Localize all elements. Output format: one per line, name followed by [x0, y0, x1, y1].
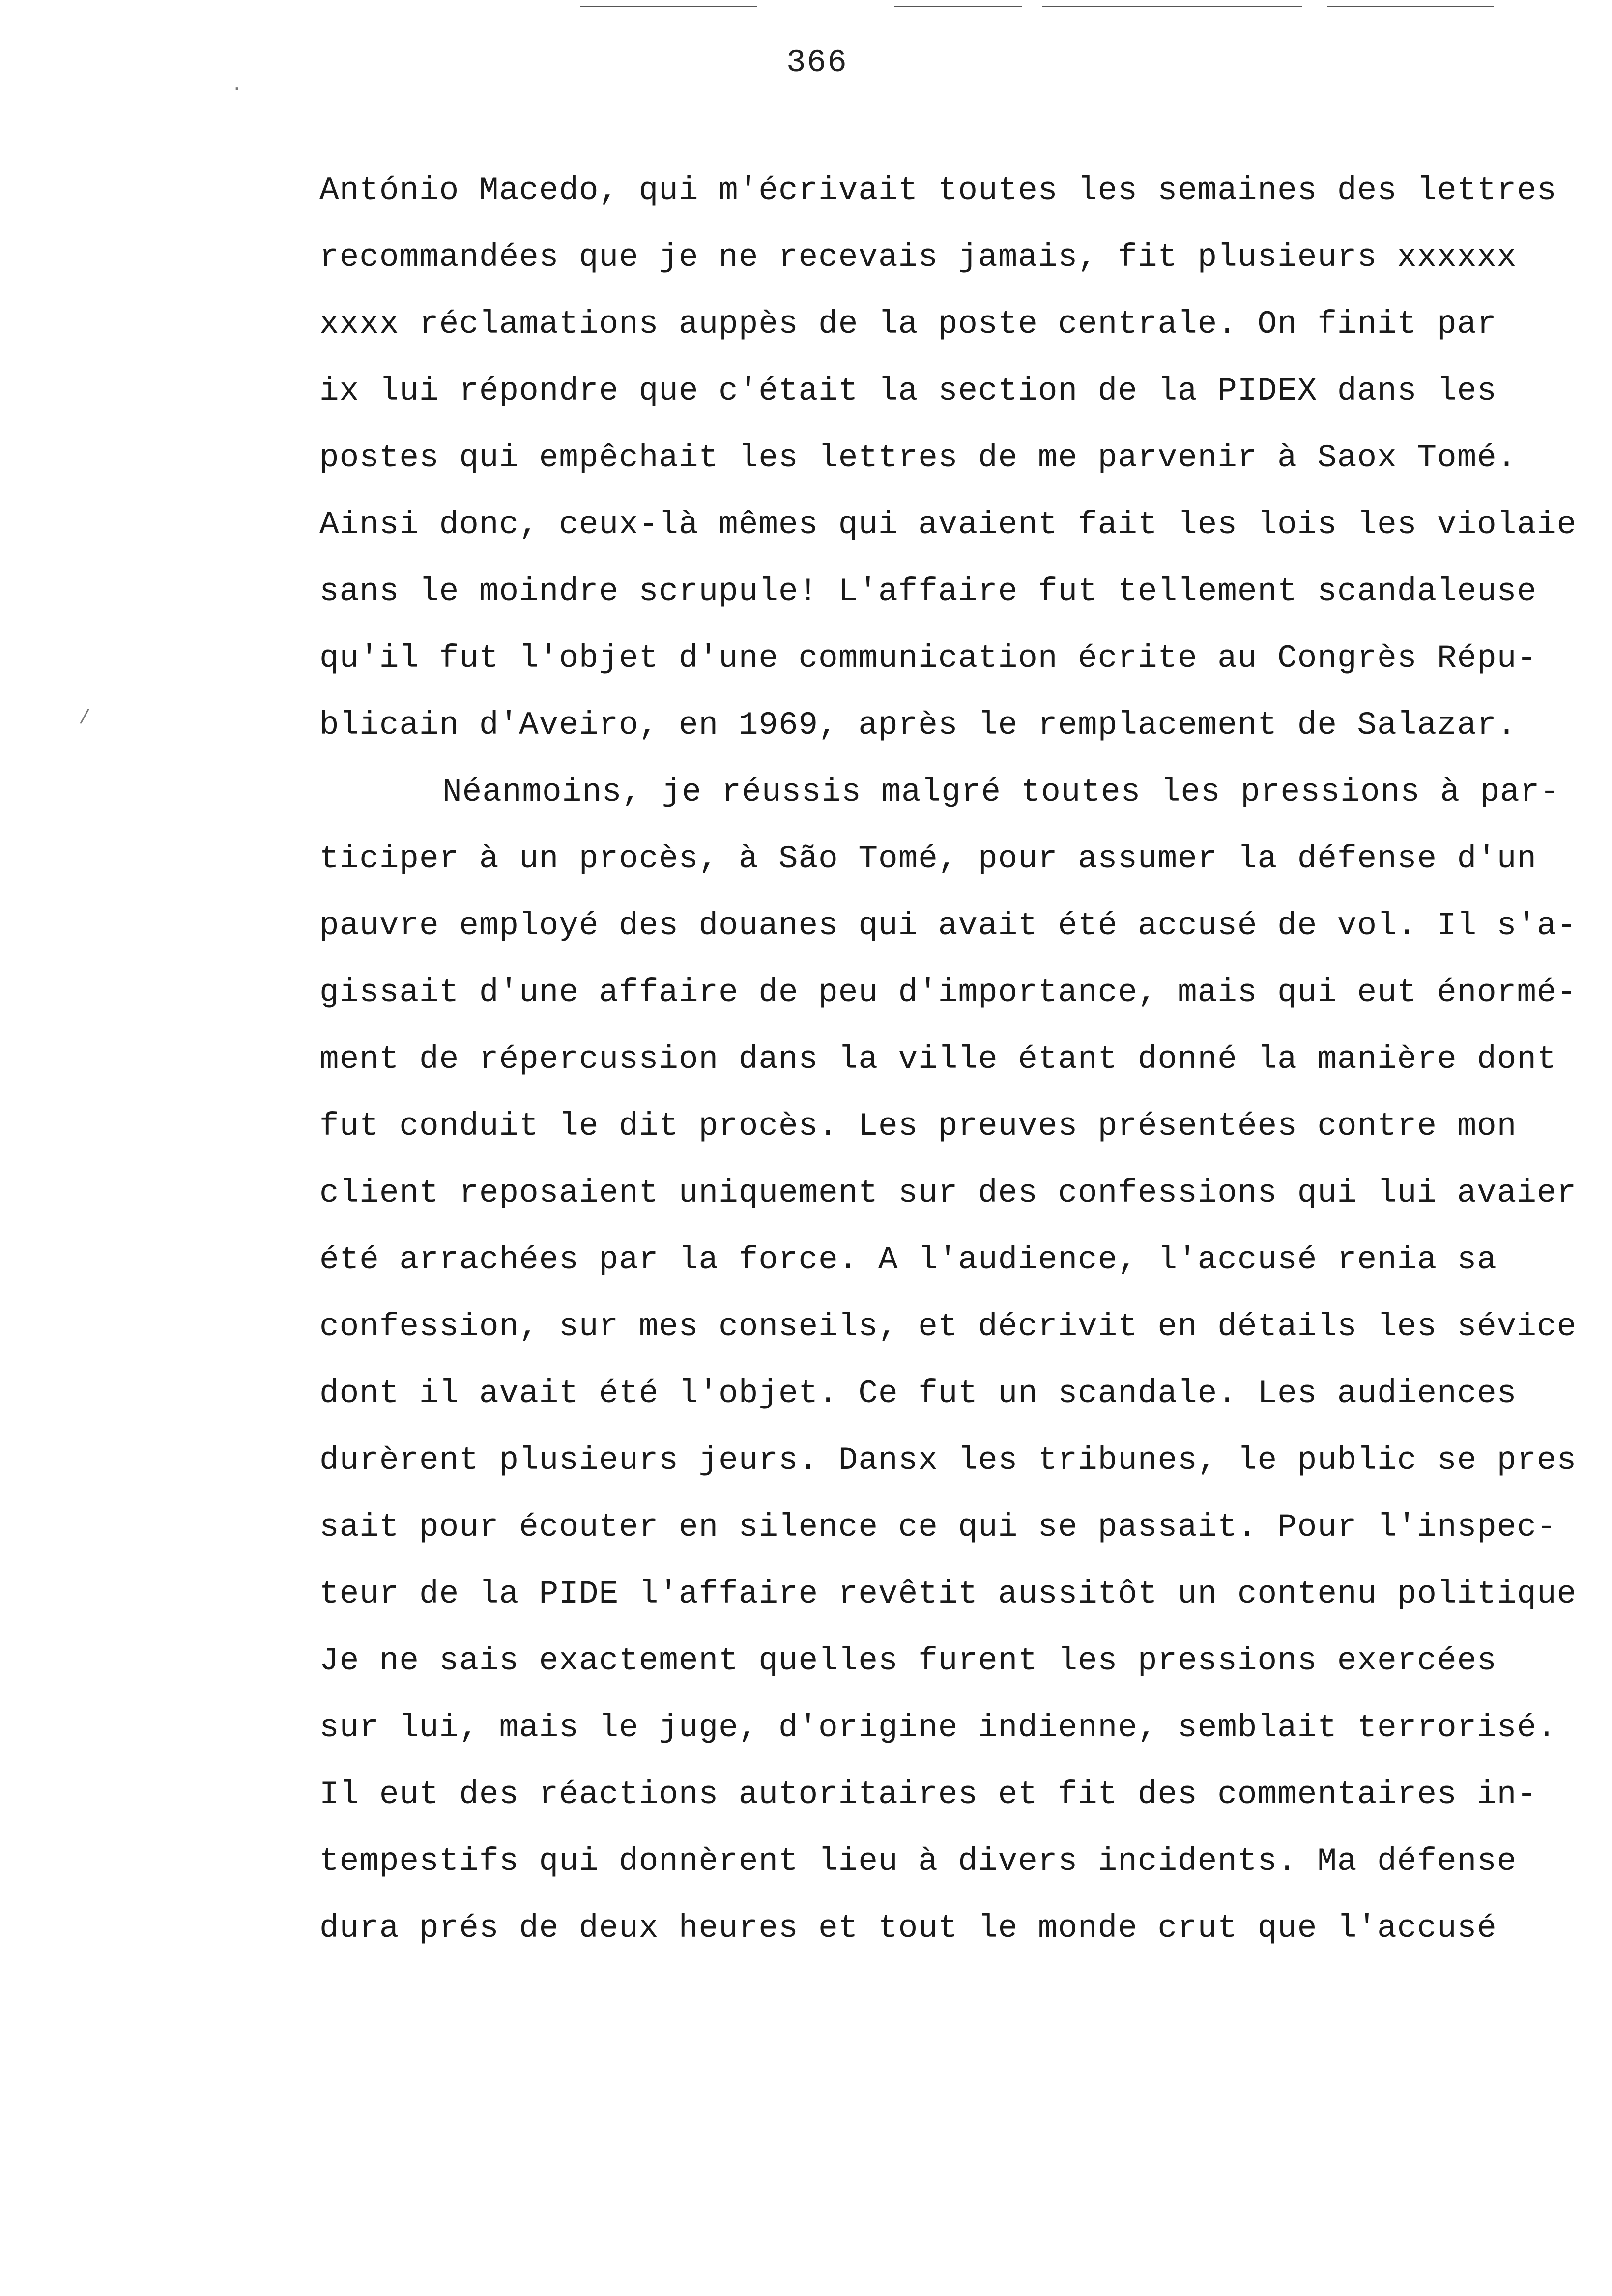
text-line: fut conduit le dit procès. Les preuves présentées contre mon	[319, 1108, 1517, 1145]
text-line: postes qui empêchait les lettres de me parvenir à Saox Tomé.	[319, 439, 1517, 476]
text-line: teur de la PIDE l'affaire revêtit aussitôt un contenu politique	[319, 1576, 1577, 1612]
text-line: gissait d'une affaire de peu d'importance, mais qui eut énormé-	[319, 974, 1577, 1011]
text-line: Je ne sais exactement quelles furent les pressions exercées	[319, 1642, 1497, 1679]
text-line: Néanmoins, je réussis malgré toutes les pressions à par-	[442, 774, 1560, 810]
text-line: blicain d'Aveiro, en 1969, après le remplacement de Salazar.	[319, 707, 1517, 744]
text-line: ticiper à un procès, à São Tomé, pour assumer la défense d'un	[319, 840, 1537, 877]
text-line: Il eut des réactions autoritaires et fit des commentaires in-	[319, 1776, 1537, 1813]
text-line: sait pour écouter en silence ce qui se passait. Pour l'inspec-	[319, 1509, 1557, 1546]
text-line: qu'il fut l'objet d'une communication écrite au Congrès Répu-	[319, 640, 1537, 677]
margin-speck-top: ·	[231, 79, 243, 101]
text-line: ment de répercussion dans la ville étant donné la manière dont	[319, 1041, 1557, 1078]
top-rule-4	[1042, 6, 1302, 7]
text-line: sur lui, mais le juge, d'origine indienne, semblait terrorisé.	[319, 1709, 1557, 1746]
text-line: été arrachées par la force. A l'audience, l'accusé renia sa	[319, 1241, 1497, 1278]
top-rule-2	[678, 6, 757, 7]
top-rule-1	[580, 6, 678, 7]
text-line: confession, sur mes conseils, et décrivit en détails les sévice	[319, 1308, 1577, 1345]
text-line: dont il avait été l'objet. Ce fut un scandale. Les audiences	[319, 1375, 1517, 1412]
text-line: xxxx réclamations auppès de la poste centrale. On finit par	[319, 306, 1497, 343]
top-rule-5	[1327, 6, 1494, 7]
text-line: durèrent plusieurs jeurs. Dansx les tribunes, le public se pres	[319, 1442, 1577, 1479]
page-number: 366	[786, 44, 848, 81]
text-line: client reposaient uniquement sur des confessions qui lui avaier	[319, 1175, 1577, 1211]
text-line: ix lui répondre que c'était la section de la PIDEX dans les	[319, 373, 1497, 409]
text-line: sans le moindre scrupule! L'affaire fut tellement scandaleuse	[319, 573, 1537, 610]
text-line: recommandées que je ne recevais jamais, fit plusieurs xxxxxx	[319, 239, 1517, 276]
text-line: pauvre employé des douanes qui avait été accusé de vol. Il s'a-	[319, 907, 1577, 944]
text-line: Ainsi donc, ceux-là mêmes qui avaient fait les lois les violaie	[319, 506, 1577, 543]
typed-text-body	[319, 157, 1612, 1962]
top-rule-3	[894, 6, 1022, 7]
text-line: tempestifs qui donnèrent lieu à divers incidents. Ma défense	[319, 1843, 1517, 1880]
text-line: dura prés de deux heures et tout le monde crut que l'accusé	[319, 1910, 1497, 1947]
text-line: António Macedo, qui m'écrivait toutes les semaines des lettres	[319, 172, 1557, 209]
margin-speck-left: /	[79, 708, 91, 730]
